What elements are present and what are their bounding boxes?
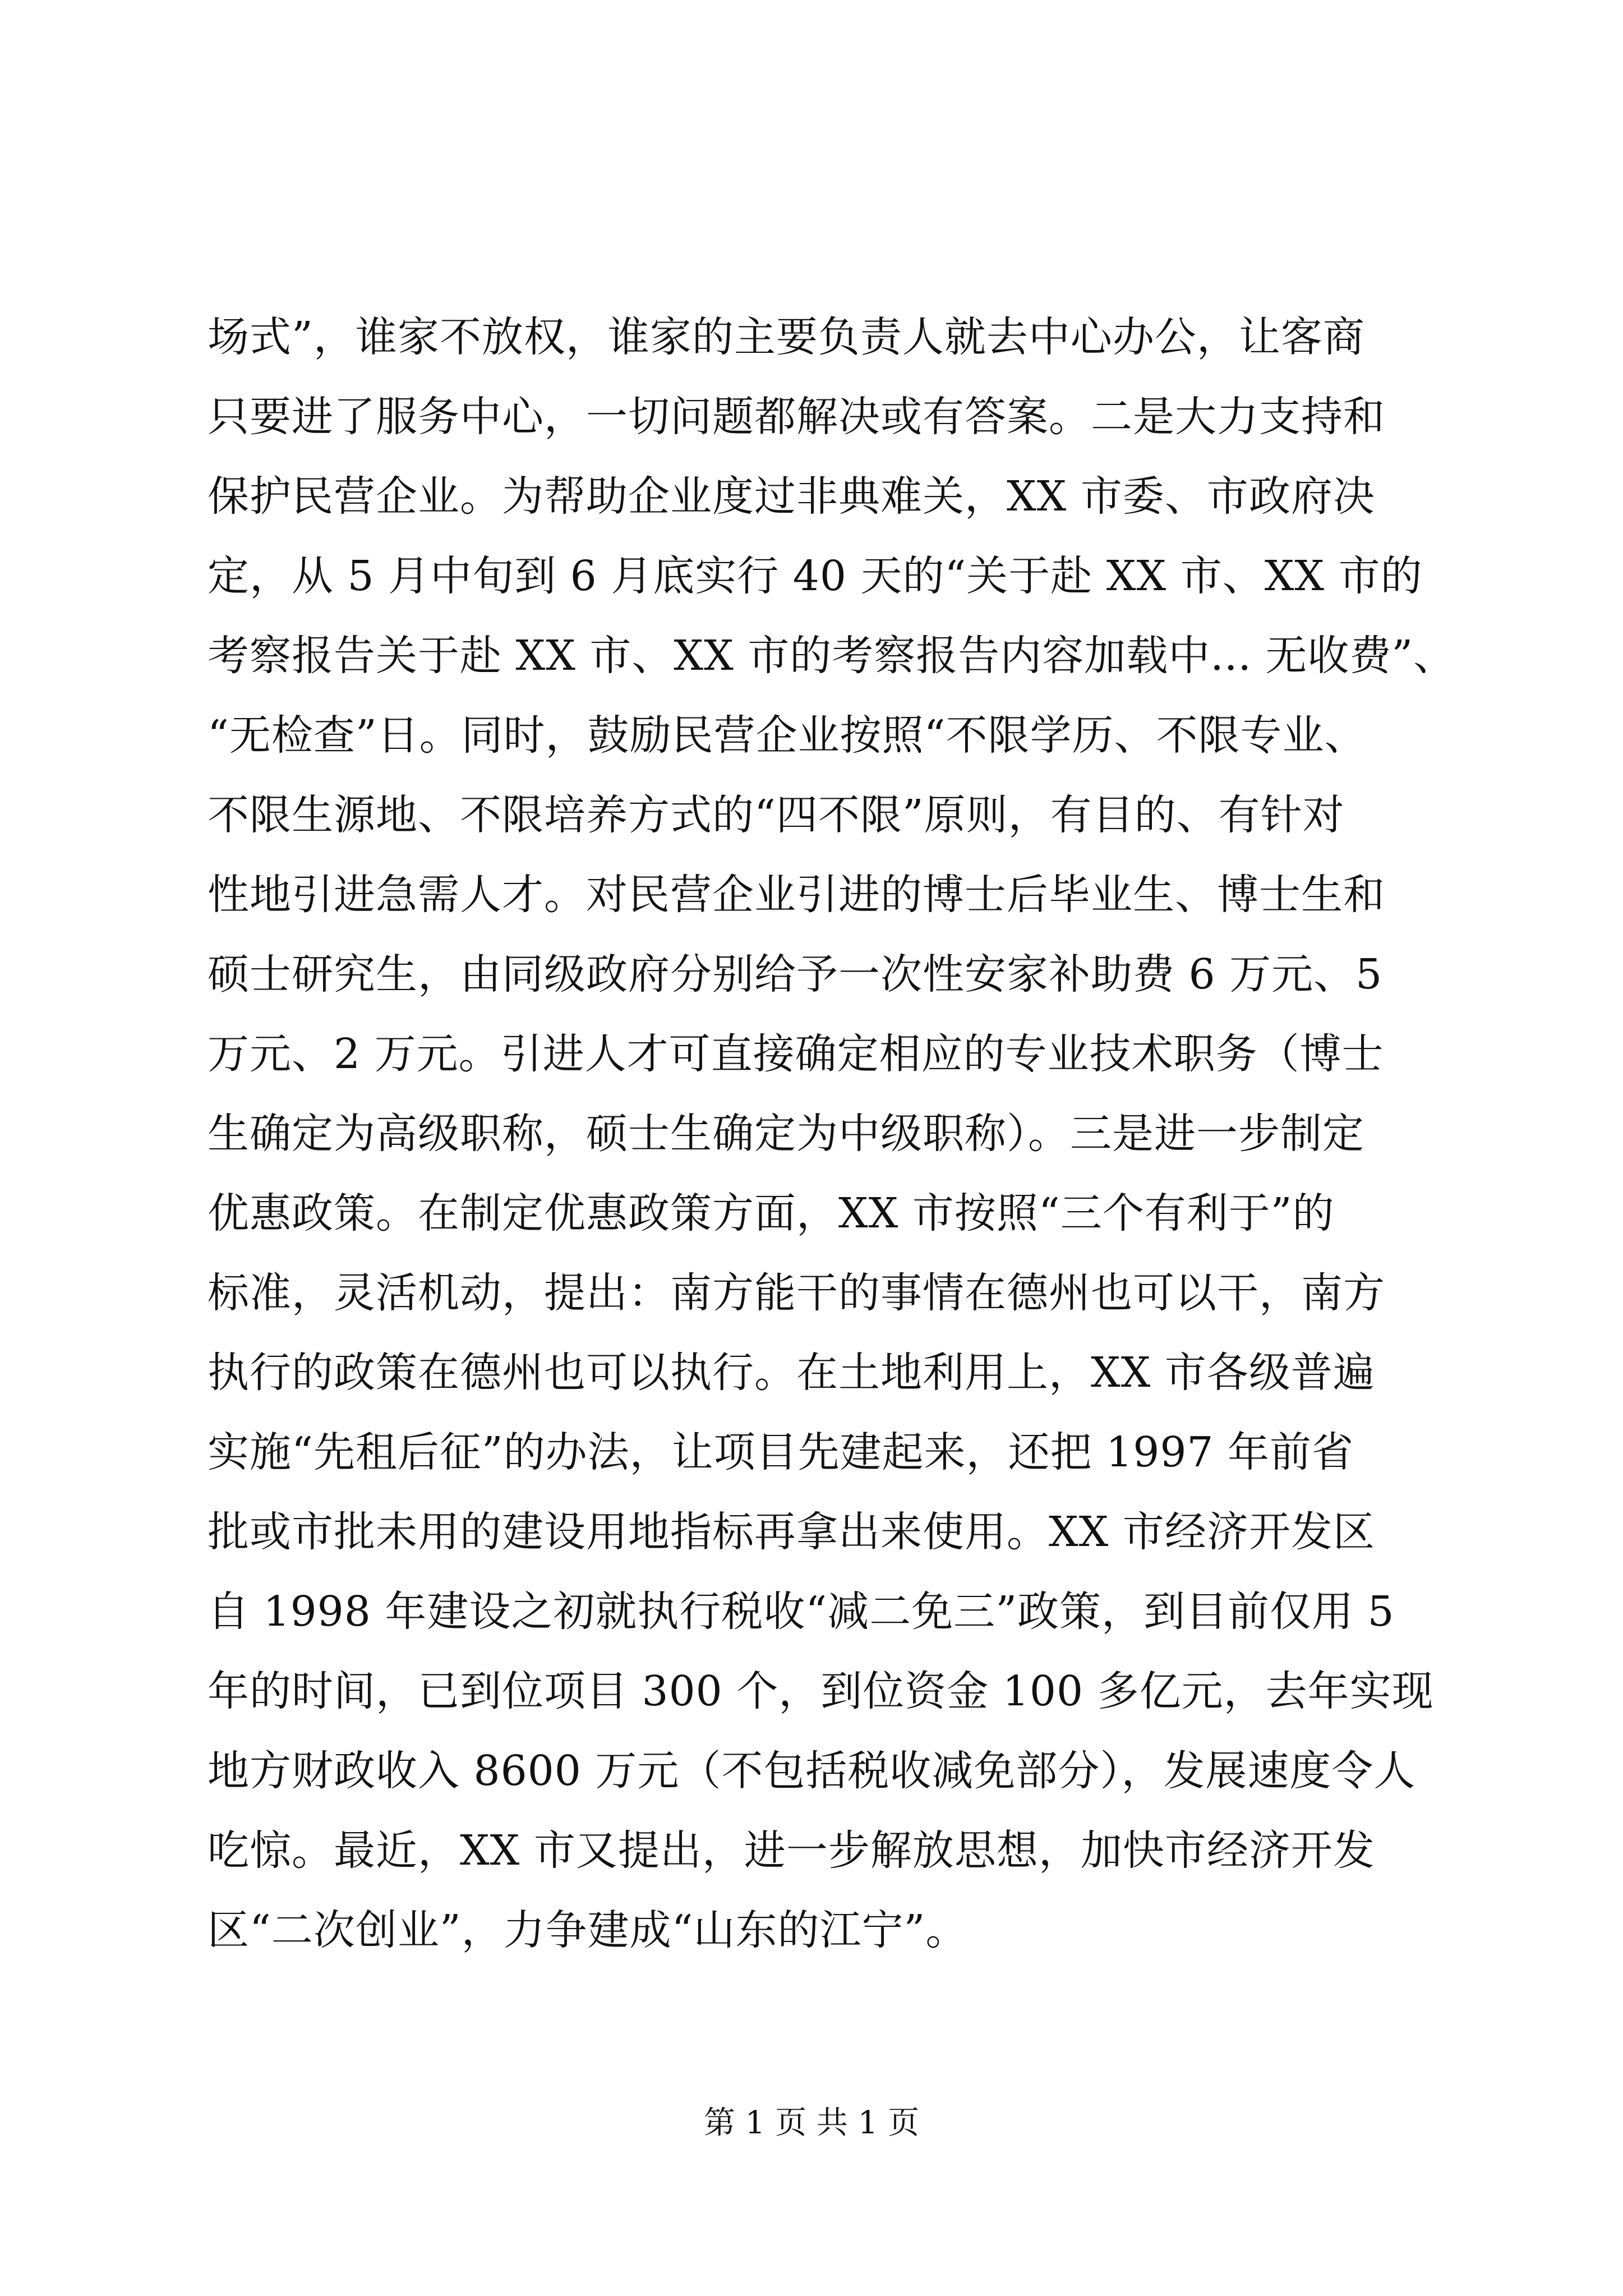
- text-line: 万元、2 万元。引进人才可直接确定相应的专业技术职务（博士: [208, 1030, 1384, 1078]
- text-line: 只要进了服务中心，一切问题都解决或有答案。二是大力支持和: [208, 393, 1385, 441]
- text-line: 生确定为高级职称，硕士生确定为中级职称）。三是进一步制定: [208, 1110, 1364, 1158]
- text-line: 年的时间，已到位项目 300 个，到位资金 100 多亿元，去年实现: [208, 1667, 1434, 1715]
- text-line: 执行的政策在德州也可以执行。在土地利用上，XX 市各级普遍: [208, 1349, 1375, 1397]
- text-line: 自 1998 年建设之初就执行税收“减二免三”政策，到目前仅用 5: [208, 1588, 1395, 1636]
- text-line: 标准，灵活机动，提出：南方能干的事情在德州也可以干，南方: [208, 1269, 1385, 1317]
- text-line: 吃惊。最近，XX 市又提出，进一步解放思想，加快市经济开发: [208, 1826, 1375, 1875]
- text-line: 定，从 5 月中旬到 6 月底实行 40 天的“关于赴 XX 市、XX 市的: [208, 552, 1423, 600]
- text-line: 不限生源地、不限培养方式的“四不限”原则，有目的、有针对: [208, 791, 1345, 839]
- text-line: 优惠政策。在制定优惠政策方面，XX 市按照“三个有利于”的: [208, 1189, 1335, 1237]
- text-line: 保护民营企业。为帮助企业度过非典难关，XX 市委、市政府决: [208, 472, 1375, 521]
- page-number-footer: 第 1 页 共 1 页: [703, 2105, 920, 2141]
- text-line: “无检查”日。同时，鼓励民营企业按照“不限学历、不限专业、: [208, 711, 1367, 760]
- text-line: 性地引进急需人才。对民营企业引进的博士后毕业生、博士生和: [208, 871, 1385, 919]
- text-line: 考察报告关于赴 XX 市、XX 市的考察报告内容加载中... 无收费”、: [208, 632, 1456, 680]
- text-line: 区“二次创业”，力争建成“山东的江宁”。: [208, 1906, 968, 1954]
- text-line: 批或市批未用的建设用地指标再拿出来使用。XX 市经济开发区: [208, 1508, 1375, 1556]
- text-line: 实施“先租后征”的办法，让项目先建起来，还把 1997 年前省: [208, 1428, 1354, 1476]
- text-line: 硕士研究生，由同级政府分别给予一次性安家补助费 6 万元、5: [208, 950, 1383, 999]
- text-line: 场式”，谁家不放权，谁家的主要负责人就去中心办公，让客商: [208, 313, 1365, 361]
- text-line: 地方财政收入 8600 万元（不包括税收减免部分），发展速度令人: [208, 1747, 1416, 1795]
- body-paragraph: [208, 297, 1458, 1970]
